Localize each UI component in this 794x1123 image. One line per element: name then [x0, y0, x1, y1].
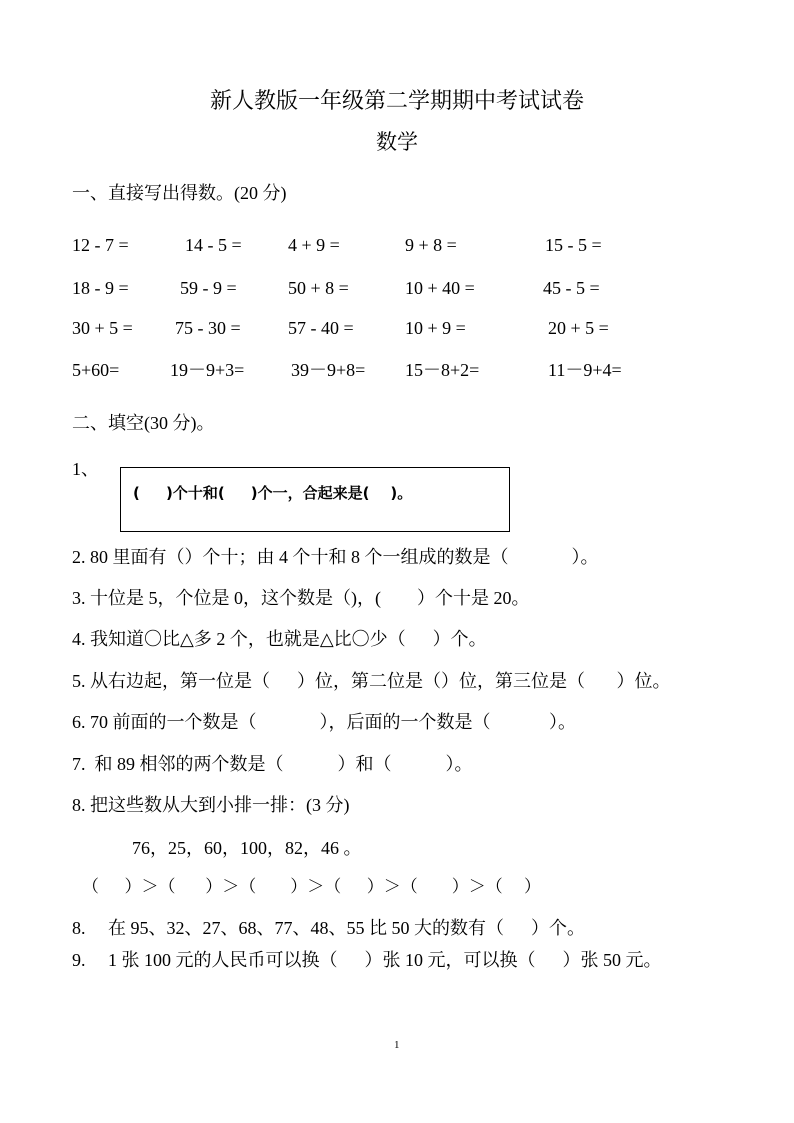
- numbers-to-sort: 76，25，60，100，82，46 。: [132, 838, 362, 858]
- question-7: 7. 和 89 相邻的两个数是（ ）和（ ）。: [72, 754, 473, 774]
- problem: 45 - 5 =: [543, 278, 600, 298]
- problem: 4 + 9 =: [288, 235, 340, 255]
- question-4: 4. 我知道〇比△多 2 个，也就是△比〇少（ ）个。: [72, 629, 487, 649]
- page-title: 新人教版一年级第二学期期中考试试卷: [209, 88, 584, 113]
- problem: 10 + 9 =: [405, 318, 466, 338]
- problem: 15 - 5 =: [545, 235, 602, 255]
- problem: 19－9+3=: [170, 360, 245, 380]
- problem: 9 + 8 =: [405, 235, 457, 255]
- problem: 15－8+2=: [405, 360, 480, 380]
- problem: 20 + 5 =: [548, 318, 609, 338]
- problem: 59 - 9 =: [180, 278, 237, 298]
- problem: 12 - 7 =: [72, 235, 129, 255]
- question-1-label: 1、: [72, 459, 99, 479]
- question-5: 5. 从右边起，第一位是（ ）位，第二位是（）位，第三位是（ ）位。: [72, 671, 671, 691]
- problem: 14 - 5 =: [185, 235, 242, 255]
- question-8: 8. 把这些数从大到小排一排：(3 分): [72, 795, 350, 815]
- question-8b: 8. 在 95、32、27、68、77、48、55 比 50 大的数有（ ）个。: [72, 918, 585, 938]
- problem: 5+60=: [72, 360, 120, 380]
- problem: 18 - 9 =: [72, 278, 129, 298]
- problem: 57 - 40 =: [288, 318, 354, 338]
- section1-heading: 一、直接写出得数。(20 分): [72, 183, 287, 203]
- problem: 10 + 40 =: [405, 278, 475, 298]
- problem: 11－9+4=: [548, 360, 622, 380]
- problem: 39－9+8=: [291, 360, 366, 380]
- question-1-box: [120, 467, 510, 532]
- problem: 75 - 30 =: [175, 318, 241, 338]
- subject-title: 数学: [376, 130, 418, 154]
- problem: 30 + 5 =: [72, 318, 133, 338]
- question-9: 9. 1 张 100 元的人民币可以换（ ）张 10 元，可以换（ ）张 50 元。: [72, 950, 662, 970]
- problem: 50 + 8 =: [288, 278, 349, 298]
- question-2: 2. 80 里面有（）个十；由 4 个十和 8 个一组成的数是（ ）。: [72, 547, 599, 567]
- question-1-text: ( )个十和( )个一，合起来是( )。: [133, 484, 413, 502]
- question-3: 3. 十位是 5，个位是 0，这个数是（)，( ）个十是 20。: [72, 588, 530, 608]
- section2-heading: 二、填空(30 分)。: [72, 413, 215, 433]
- question-6: 6. 70 前面的一个数是（ ），后面的一个数是（ ）。: [72, 712, 576, 732]
- page-number: 1: [394, 1039, 400, 1051]
- comparison-blanks: （ ）＞（ ）＞（ ）＞（ ）＞（ ）＞（ ）: [82, 877, 541, 896]
